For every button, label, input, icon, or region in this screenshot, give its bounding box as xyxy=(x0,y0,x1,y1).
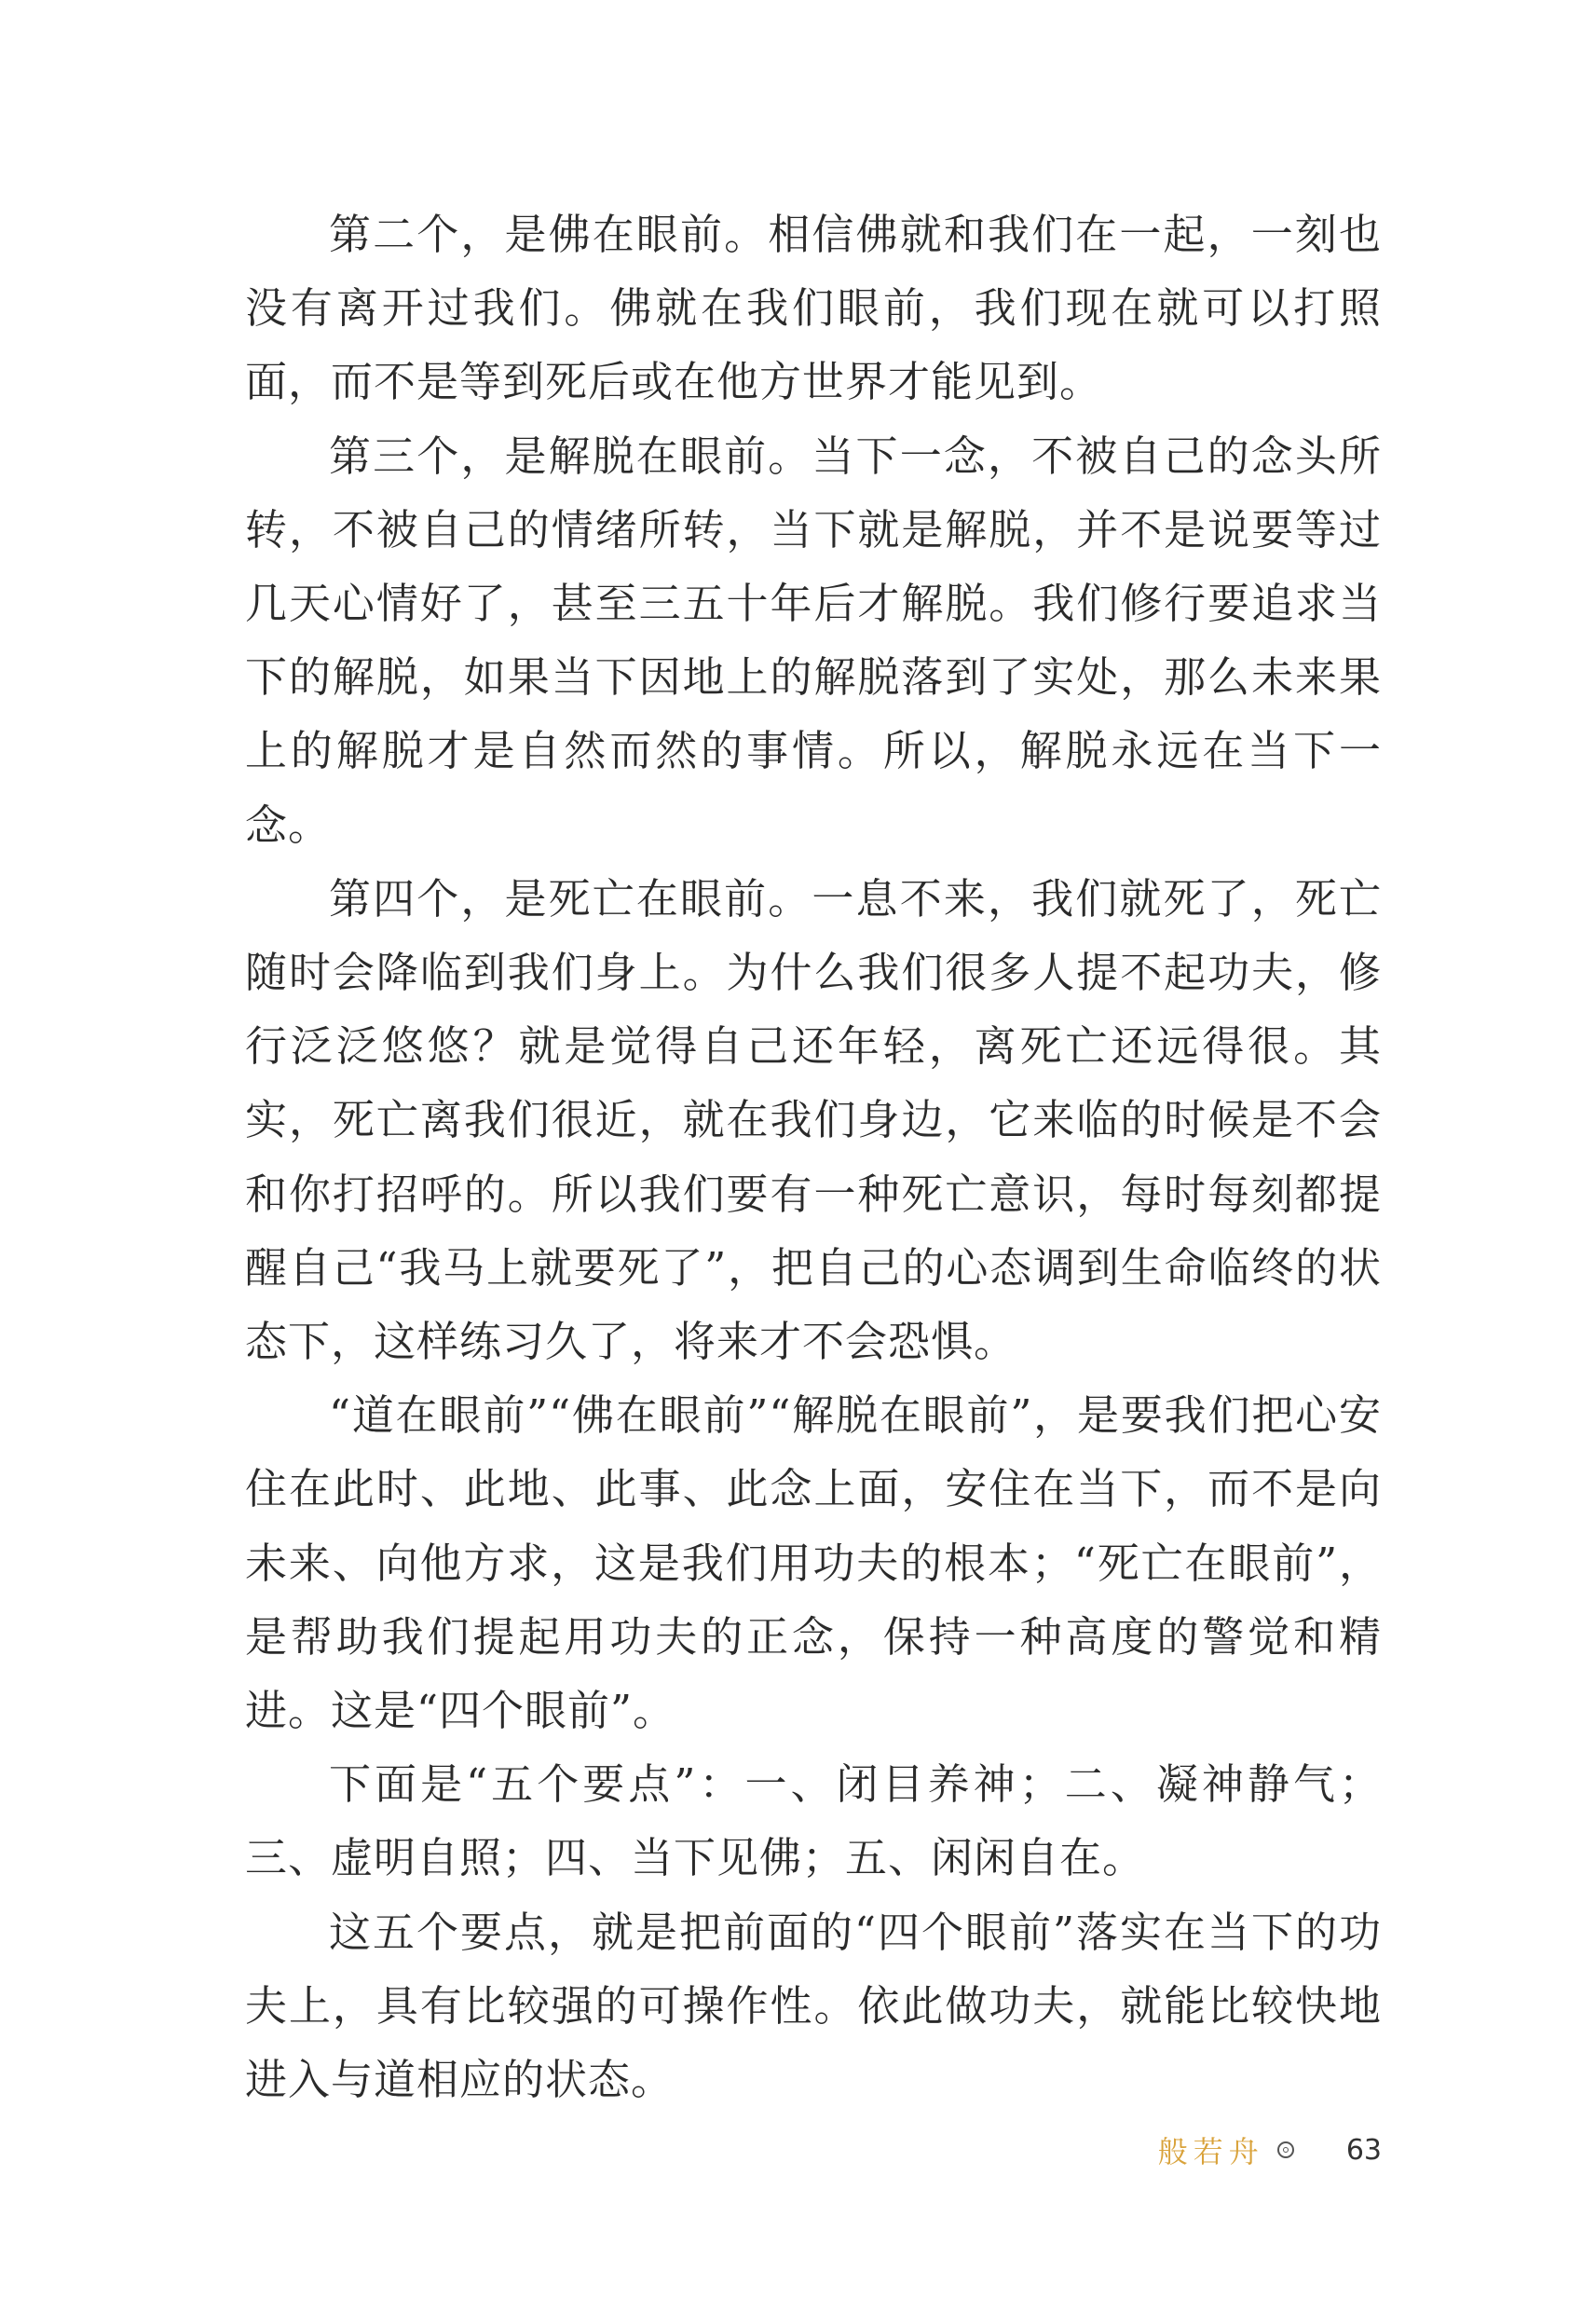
book-title: 般若舟 xyxy=(1157,2134,1264,2169)
paragraph: 第四个，是死亡在眼前。一息不来，我们就死了，死亡随时会降临到我们身上。为什么我们很多人提不起功夫，修行泛泛悠悠？就是觉得自己还年轻，离死亡还远得很。其实，死亡离我们很近，就在我们身边，它来临的时候是不会和你打招呼的。所以我们要有一种死亡意识，每时每刻都提醒自己“我马上就要死了”，把自己的心态调到生命临终的状态下，这样练习久了，将来才不会恐惧。 xyxy=(245,873,1382,1367)
page-body xyxy=(245,198,1382,2116)
paragraph: “道在眼前”“佛在眼前”“解脱在眼前”，是要我们把心安住在此时、此地、此事、此念上面，安住在当下，而不是向未来、向他方求，这是我们用功夫的根本；“死亡在眼前”，是帮助我们提起用功夫的正念，保持一种高度的警觉和精进。这是“四个眼前”。 xyxy=(245,1390,1382,1736)
paragraph: 下面是“五个要点”：一、闭目养神；二、凝神静气；三、虚明自照；四、当下见佛；五、闲闲自在。 xyxy=(245,1759,1382,1883)
paragraph: 第三个，是解脱在眼前。当下一念，不被自己的念头所转，不被自己的情绪所转，当下就是解脱，并不是说要等过几天心情好了，甚至三五十年后才解脱。我们修行要追求当下的解脱，如果当下因地上的解脱落到了实处，那么未来果上的解脱才是自然而然的事情。所以，解脱永远在当下一念。 xyxy=(245,431,1382,850)
page-footer xyxy=(1099,2127,1382,2173)
paragraph: 这五个要点，就是把前面的“四个眼前”落实在当下的功夫上，具有比较强的可操作性。依此做功夫，就能比较快地进入与道相应的状态。 xyxy=(245,1907,1382,2105)
double-circle-icon xyxy=(1277,2141,1294,2158)
paragraph: 第二个，是佛在眼前。相信佛就和我们在一起，一刻也没有离开过我们。佛就在我们眼前，我们现在就可以打照面，而不是等到死后或在他方世界才能见到。 xyxy=(245,210,1382,407)
page-number: 63 xyxy=(1345,2133,1382,2167)
